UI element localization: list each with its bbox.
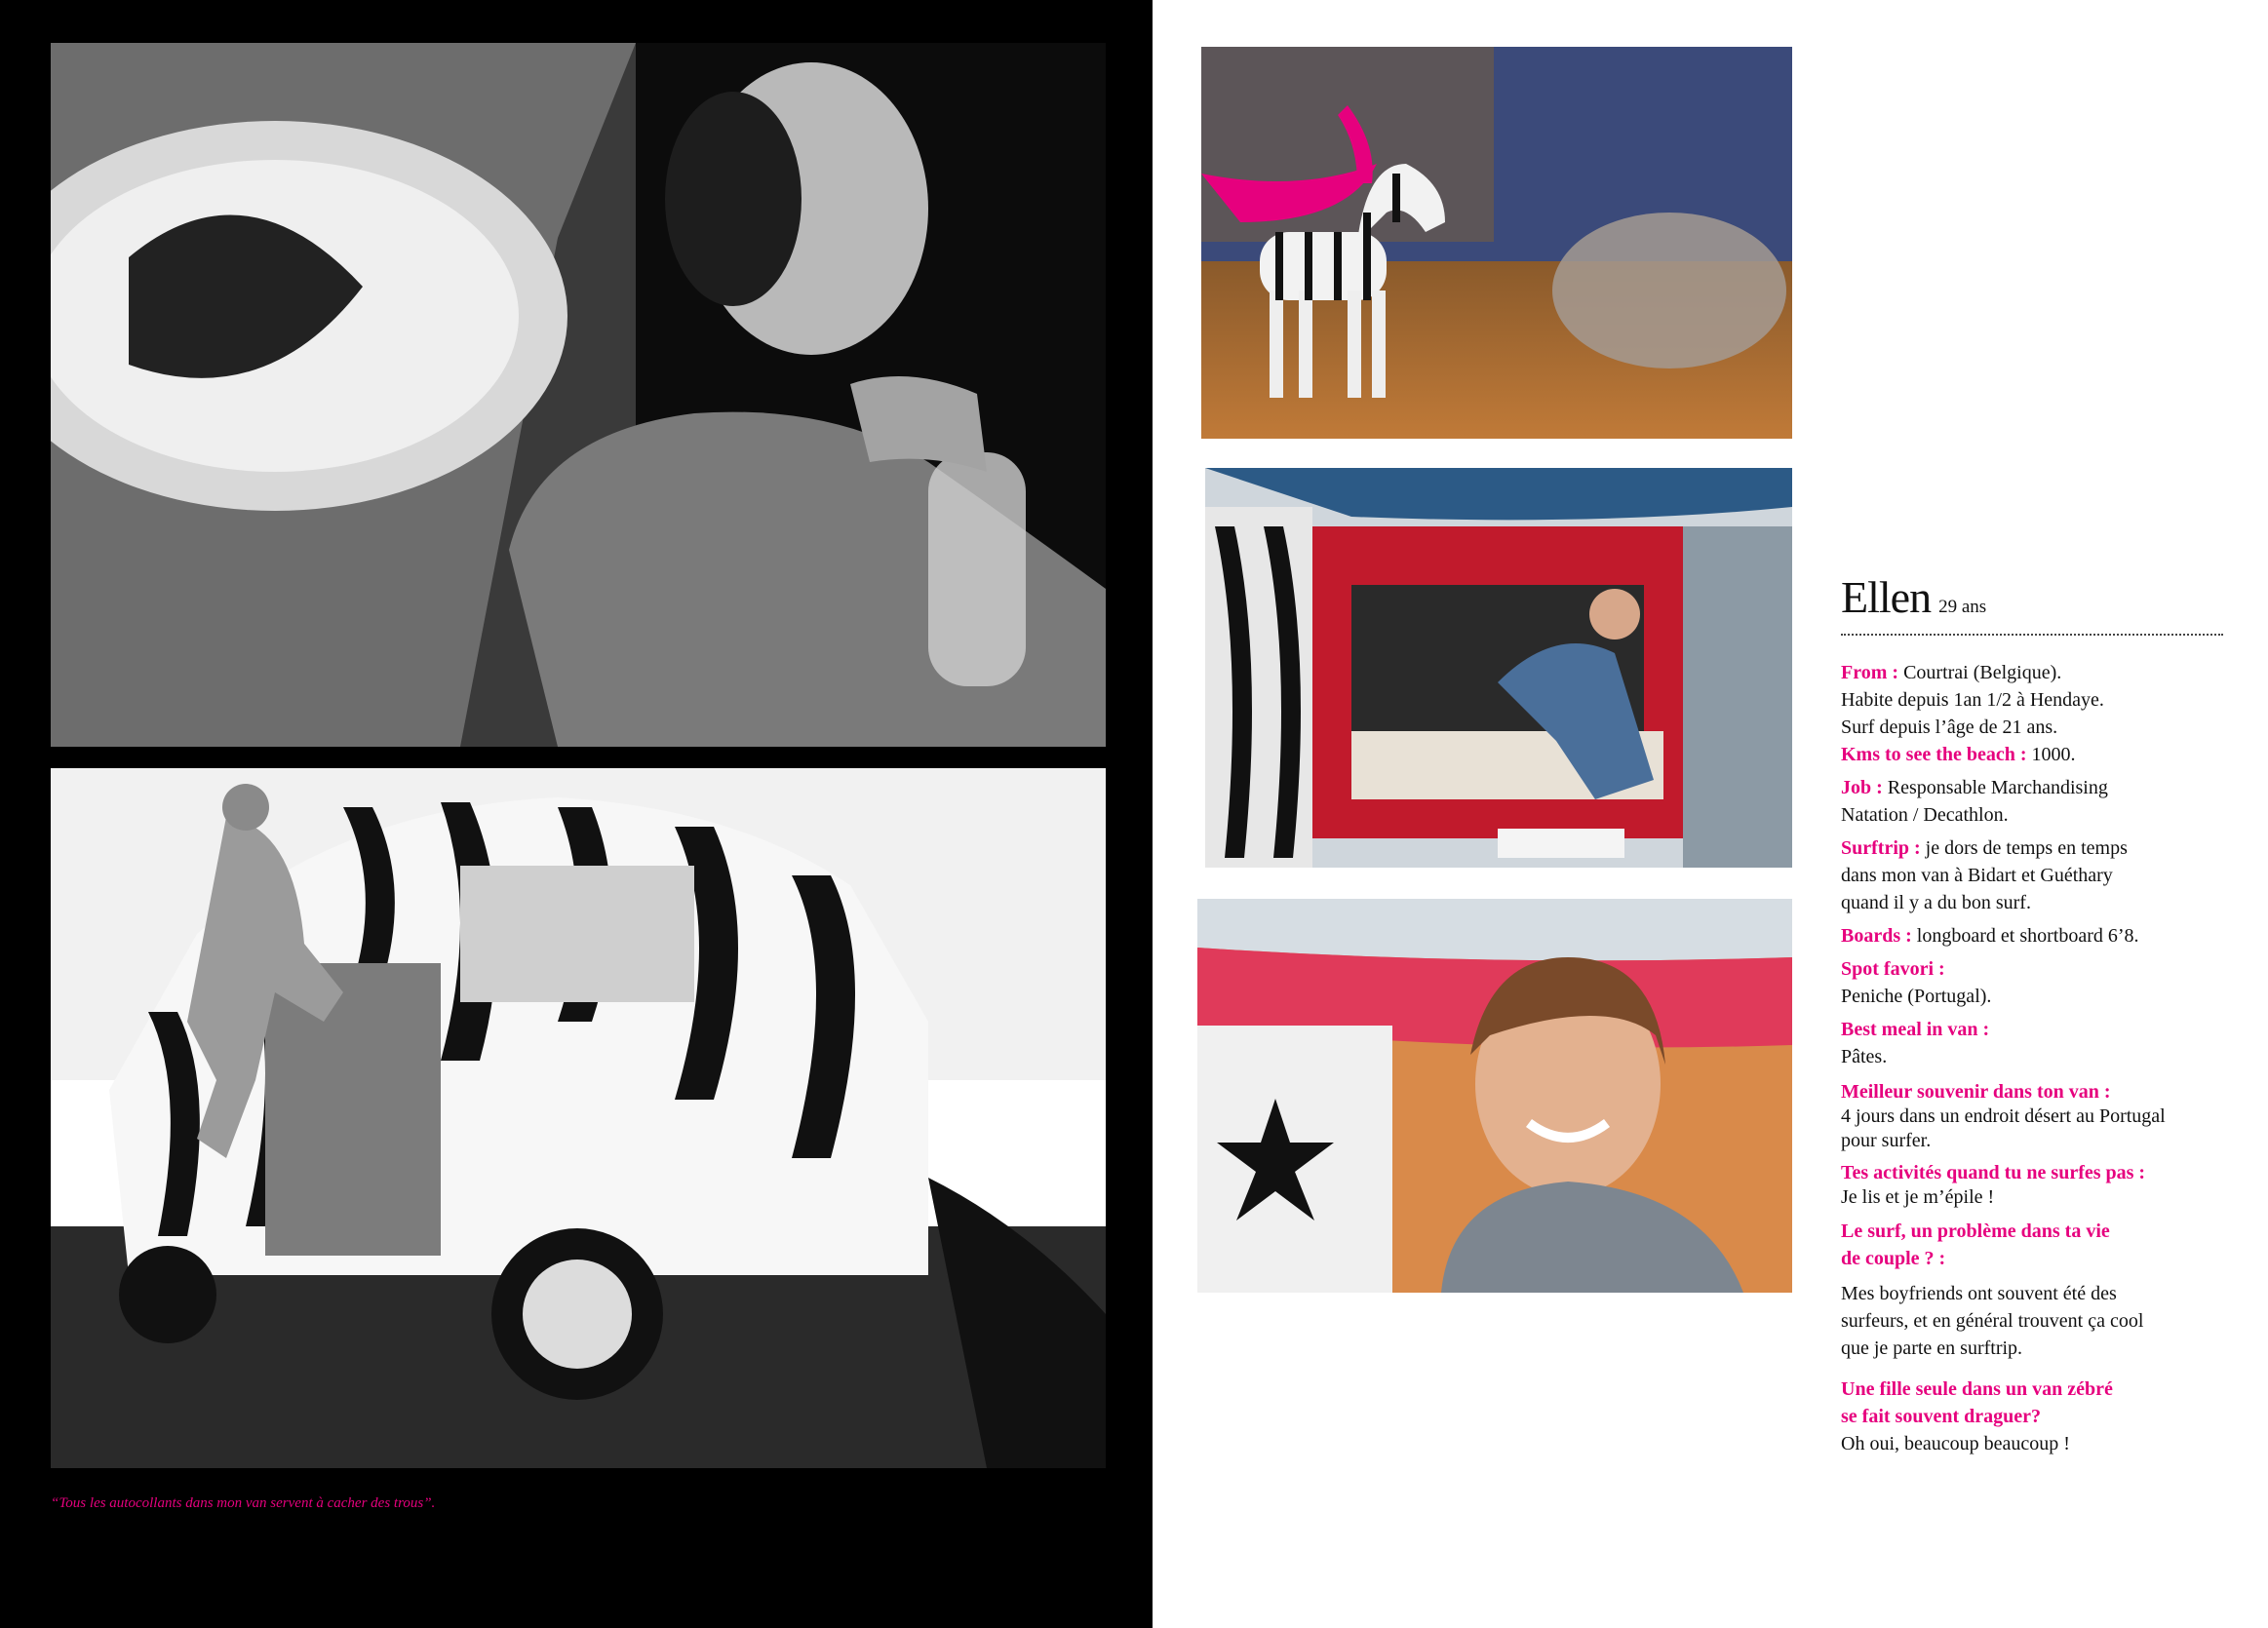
profile-panel bbox=[1841, 572, 2231, 1457]
couple-block bbox=[1841, 1218, 2231, 1362]
meal-block bbox=[1841, 1016, 2231, 1070]
profile-age: 29 ans bbox=[1938, 597, 1987, 617]
souvenir-value: 4 jours dans un endroit désert au Portugal bbox=[1841, 1105, 2166, 1127]
from-label: From : bbox=[1841, 662, 1899, 683]
couple-line2: surfeurs, et en général trouvent ça cool bbox=[1841, 1310, 2144, 1332]
surftrip-block bbox=[1841, 834, 2231, 916]
couple-label: Le surf, un problème dans ta vie bbox=[1841, 1221, 2110, 1242]
souvenir-label: Meilleur souvenir dans ton van : bbox=[1841, 1081, 2111, 1103]
from-block bbox=[1841, 659, 2231, 768]
zebra-figurine-photo bbox=[1201, 47, 1792, 439]
activities-value: Je lis et je m’épile ! bbox=[1841, 1186, 1995, 1208]
girl-value: Oh oui, beaucoup beaucoup ! bbox=[1841, 1433, 2070, 1454]
surftrip-value: je dors de temps en temps bbox=[1925, 837, 2128, 859]
photo-caption: “Tous les autocollants dans mon van servent à cacher des trous”. bbox=[51, 1495, 436, 1511]
souvenir-block bbox=[1841, 1080, 2231, 1153]
meal-label: Best meal in van : bbox=[1841, 1019, 1990, 1040]
girl-label-line2: se fait souvent draguer? bbox=[1841, 1406, 2041, 1427]
boards-block bbox=[1841, 922, 2231, 950]
boards-label: Boards : bbox=[1841, 925, 1912, 947]
portrait-bottle-photo bbox=[51, 43, 1106, 747]
couple-line3: que je parte en surftrip. bbox=[1841, 1337, 2023, 1359]
activities-block bbox=[1841, 1161, 2231, 1210]
surftrip-line2: dans mon van à Bidart et Guéthary bbox=[1841, 865, 2113, 886]
job-block bbox=[1841, 774, 2231, 829]
spot-label: Spot favori : bbox=[1841, 958, 1945, 980]
couple-label-line2: de couple ? : bbox=[1841, 1248, 1946, 1269]
from-line2: Habite depuis 1an 1/2 à Hendaye. bbox=[1841, 689, 2104, 711]
surftrip-label: Surftrip : bbox=[1841, 837, 1921, 859]
profile-name: Ellen bbox=[1841, 572, 1932, 622]
van-jump-photo bbox=[51, 768, 1106, 1468]
smiling-portrait-photo bbox=[1197, 899, 1792, 1293]
dotted-divider bbox=[1841, 634, 2223, 636]
spot-value: Peniche (Portugal). bbox=[1841, 986, 1992, 1007]
couple-value: Mes boyfriends ont souvent été des bbox=[1841, 1283, 2117, 1304]
girl-label: Une fille seule dans un van zébré bbox=[1841, 1378, 2113, 1400]
meal-value: Pâtes. bbox=[1841, 1046, 1888, 1067]
girl-block bbox=[1841, 1376, 2231, 1457]
kms-label: Kms to see the beach : bbox=[1841, 744, 2027, 765]
job-line2: Natation / Decathlon. bbox=[1841, 804, 2009, 826]
profile-header bbox=[1841, 572, 2231, 622]
kms-value: 1000. bbox=[2031, 744, 2076, 765]
from-value: Courtrai (Belgique). bbox=[1903, 662, 2062, 683]
job-label: Job : bbox=[1841, 777, 1883, 798]
activities-label: Tes activités quand tu ne surfes pas : bbox=[1841, 1162, 2146, 1183]
van-back-photo bbox=[1205, 468, 1792, 868]
from-line3: Surf depuis l’âge de 21 ans. bbox=[1841, 717, 2058, 738]
job-value: Responsable Marchandising bbox=[1887, 777, 2108, 798]
surftrip-line3: quand il y a du bon surf. bbox=[1841, 892, 2031, 913]
boards-value: longboard et shortboard 6’8. bbox=[1916, 925, 2139, 947]
souvenir-line2: pour surfer. bbox=[1841, 1130, 1932, 1151]
spot-block bbox=[1841, 955, 2231, 1010]
